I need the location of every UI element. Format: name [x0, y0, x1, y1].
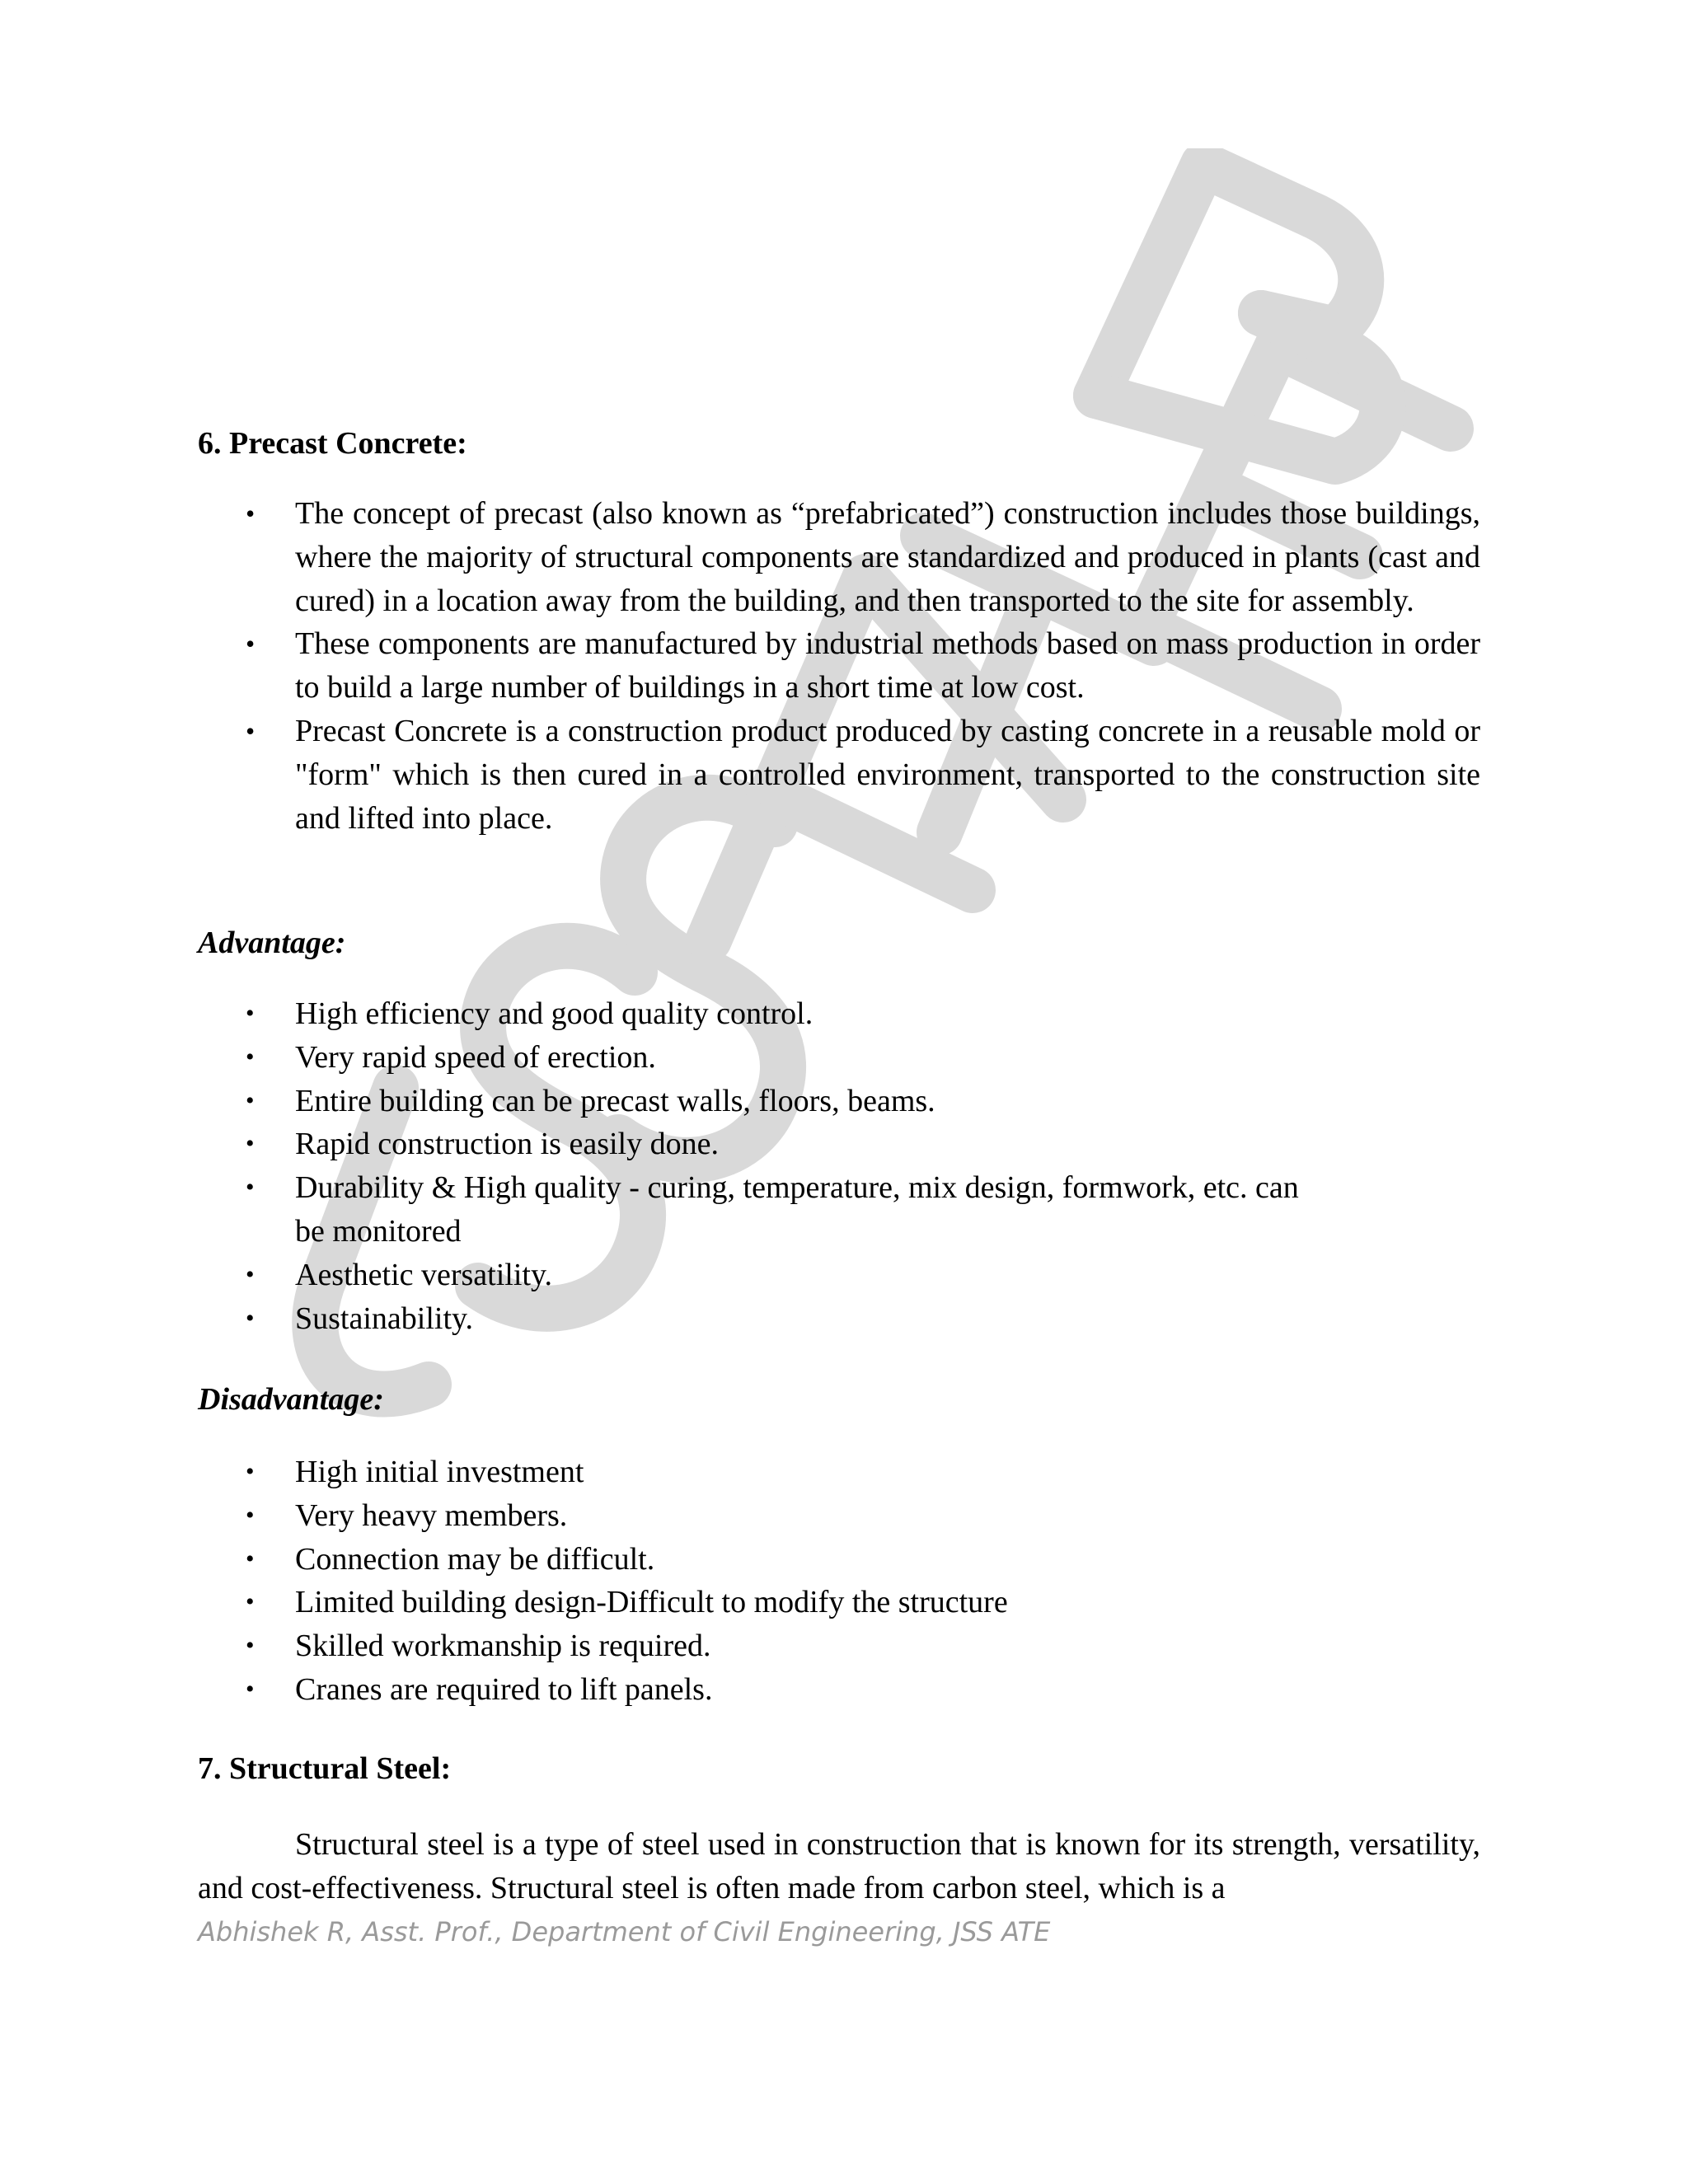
list-item: • The concept of precast (also known as “prefabricated”) construction includes those buildings, where the majority of structural components are standardized and produced in plants (cast and cured) in a location away from the building, and then transported to the site for assembly.: [198, 492, 1480, 622]
bullet-icon: •: [246, 629, 256, 659]
list-item: • Aesthetic versatility.: [198, 1254, 1480, 1297]
list-item: • Very rapid speed of erection.: [198, 1036, 1480, 1080]
bullet-icon: •: [246, 1130, 255, 1158]
disadvantage-heading: Disadvantage:: [198, 1382, 384, 1417]
bullet-icon: •: [246, 1086, 255, 1114]
list-item: • Very heavy members.: [198, 1494, 1480, 1538]
list-item: • Connection may be difficult.: [198, 1538, 1480, 1582]
bullet-icon: •: [246, 1260, 255, 1288]
bullet-icon: •: [246, 1675, 255, 1703]
advantage-list: [198, 992, 1480, 1340]
list-item: • Limited building design-Difficult to modify the structure: [198, 1581, 1480, 1624]
page-footer: Abhishek R, Asst. Prof., Department of Civil Engineering, JSS ATE: [198, 1916, 1051, 1947]
bullet-icon: •: [246, 1588, 255, 1616]
structural-steel-paragraph: Structural steel is a type of steel used in construction that is known for its strength, versatility, and cost-effectiveness. Structural steel is often made from carbon steel, which is a: [198, 1827, 1480, 1905]
bullet-icon: •: [246, 1304, 255, 1332]
precast-description-list: [198, 492, 1480, 840]
bullet-icon: •: [246, 1458, 255, 1485]
list-item: • Cranes are required to lift panels.: [198, 1668, 1480, 1712]
disadvantage-list: [198, 1451, 1480, 1712]
list-item: • Rapid construction is easily done.: [198, 1122, 1480, 1166]
bullet-icon: •: [246, 1174, 255, 1202]
list-item: • Skilled workmanship is required.: [198, 1624, 1480, 1668]
list-item: • These components are manufactured by industrial methods based on mass production in order to build a large number of buildings in a short time at low cost.: [198, 622, 1480, 710]
section-7-heading: 7. Structural Steel:: [198, 1751, 452, 1786]
list-item: • Entire building can be precast walls, floors, beams.: [198, 1080, 1480, 1123]
advantage-heading: Advantage:: [198, 926, 346, 960]
list-item: • High efficiency and good quality control.: [198, 992, 1480, 1036]
bullet-icon: •: [246, 1544, 255, 1572]
section-6-heading: 6. Precast Concrete:: [198, 426, 467, 461]
bullet-icon: •: [246, 715, 256, 746]
list-item: • Precast Concrete is a construction product produced by casting concrete in a reusable mold or "form" which is then cured in a controlled environment, transported to the construction site and lifted into place.: [198, 710, 1480, 840]
bullet-icon: •: [246, 1501, 255, 1529]
list-item: • Durability & High quality - curing, temperature, mix design, formwork, etc. can be monitored: [198, 1166, 1581, 1254]
list-item: • Sustainability.: [198, 1297, 1480, 1341]
bullet-icon: •: [246, 1043, 255, 1071]
bullet-icon: •: [246, 499, 256, 528]
bullet-icon: •: [246, 1000, 255, 1027]
list-item: • High initial investment: [198, 1451, 1480, 1494]
bullet-icon: •: [246, 1632, 255, 1660]
